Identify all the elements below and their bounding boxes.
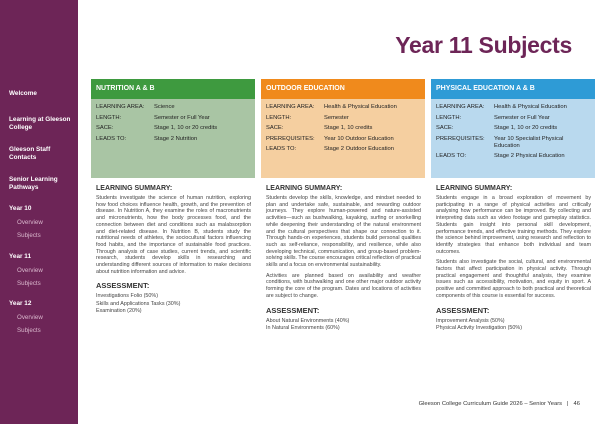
sidebar-item-overview[interactable]: Overview — [17, 314, 43, 321]
learning-summary-heading: LEARNING SUMMARY: — [266, 185, 343, 192]
meta-value: Stage 1, 10 credits — [324, 125, 373, 131]
meta-value: Science — [154, 104, 175, 110]
assessment-item: Skills and Applications Tasks (30%) — [96, 300, 181, 307]
page-number: 46 — [573, 401, 580, 407]
meta-row — [96, 125, 250, 132]
assessment-item: About Natural Environments (40%) — [266, 317, 350, 324]
sidebar-item-overview[interactable]: Overview — [17, 267, 43, 274]
meta-value: Stage 1, 10 or 20 credits — [154, 125, 218, 131]
meta-row — [266, 104, 420, 111]
sidebar-item-overview[interactable]: Overview — [17, 219, 43, 226]
summary-paragraph: Students also investigate the social, cultural, and environmental factors that affect participation in physical activity. Through practical engagement and thoughtful analysis, they examine issues such as accessibility, motivation, and equity in sport. A positive and committed approach to both practical and theoretical components of this course is essential for success. — [436, 259, 591, 299]
meta-row — [266, 115, 420, 122]
summary-paragraph: Students develop the skills, knowledge, and mindset needed to plan and undertake safe, sustainable, and rewarding outdoor journeys. They explore human-powered and nature-assisted activities—such as bushwalking, kayaking, surfing or snorkelling while deepening their understanding of the natural environment and the cultural perspectives that shape our connection to it. Through hands-on experiences, students build personal qualities such as self-reliance, responsibility, and resilience, while also developing technical, communication, and group-based problem-solving skills. The course encourages critical reflection of practical skills and a focus on environmental sustainability. — [266, 195, 421, 269]
subject-header: PHYSICAL EDUCATION A & B — [431, 79, 595, 99]
meta-value: Semester — [324, 114, 349, 121]
assessment-item: Improvement Analysis (50%) — [436, 317, 505, 324]
sidebar-item-subjects[interactable]: Subjects — [17, 327, 41, 334]
assessment-heading: ASSESSMENT: — [266, 305, 320, 315]
meta-row — [96, 136, 250, 143]
subject-meta — [91, 99, 255, 178]
meta-row — [436, 153, 590, 160]
meta-row — [266, 136, 420, 143]
footer-separator: | — [567, 401, 569, 407]
meta-key: LEARNING AREA: — [436, 104, 485, 110]
footer-text: Gleeson College Curriculum Guide 2026 – Senior Years — [418, 401, 563, 407]
meta-key: LEARNING AREA: — [266, 104, 315, 110]
sidebar — [0, 0, 78, 424]
meta-key: SACE: — [96, 125, 114, 131]
subject-body — [431, 178, 595, 332]
assessment-item: In Natural Environments (60%) — [266, 324, 340, 331]
sidebar-item-year-10[interactable]: Year 10 — [9, 205, 32, 212]
meta-row — [436, 125, 590, 132]
subject-meta — [261, 99, 425, 178]
meta-key: LEARNING AREA: — [96, 104, 145, 110]
meta-value: Semester or Full Year — [154, 114, 210, 121]
sidebar-item-welcome[interactable]: Welcome — [9, 90, 37, 97]
meta-key: PREREQUISITES: — [436, 135, 485, 142]
meta-key: SACE: — [266, 125, 284, 131]
assessment-item: Examination (20%) — [96, 307, 142, 314]
sidebar-item-learning-at-gleeson-college[interactable]: Learning at Gleeson College — [9, 116, 71, 131]
subject-header: NUTRITION A & B — [91, 79, 255, 99]
assessment-heading: ASSESSMENT: — [96, 281, 150, 291]
summary-paragraph: Students engage in a broad exploration of movement by participating in a range of physical activities and critically analysing how performance can be improved. By collecting and interpreting data such as video footage and gameplay statistics. Students gain insight into personal skill development, performance trends, and effective training methods. They explore the science behind improvement, using research and reflection to identify strategies that enhance both individual and team outcomes. — [436, 195, 591, 255]
subject-body — [261, 178, 425, 332]
meta-key: LENGTH: — [266, 114, 292, 121]
meta-row — [436, 104, 590, 111]
meta-row — [436, 115, 590, 122]
footer — [419, 401, 580, 407]
meta-row — [96, 115, 250, 122]
subject-column — [431, 79, 595, 332]
meta-key: LEADS TO: — [96, 135, 127, 142]
subject-column — [91, 79, 255, 315]
sidebar-item-subjects[interactable]: Subjects — [17, 232, 41, 239]
summary-paragraph: Students investigate the science of human nutrition, exploring how food choices influence health, growth, and the prevention of disease. In Nutrition A, they examine the roles of macronutrients and micronutrients, how the body processes food, and the connection between diet and conditions such as malabsorption and diet-related disease. In Nutrition B, students study the nutritional needs of athletes, the sociocultural factors influencing food habits, and the importance of sustainable food practices. Through analysis of case studies, current trends, and scientific research, students develop skills in researching and understanding different sources of information to make decisions about nutrition information and advice. — [96, 195, 251, 275]
summary-paragraph: Activities are planned based on availability and weather conditions, with bushwalking and one other major outdoor activity forming the core of the program. Dates and locations of activities are subject to change. — [266, 272, 421, 299]
meta-value: Stage 2 Outdoor Education — [324, 146, 394, 152]
sidebar-item-subjects[interactable]: Subjects — [17, 280, 41, 287]
meta-value: Stage 1, 10 or 20 credits — [494, 125, 558, 131]
assessment-heading: ASSESSMENT: — [436, 305, 490, 315]
meta-key: LEADS TO: — [436, 153, 467, 159]
meta-key: LENGTH: — [436, 114, 462, 121]
meta-value: Health & Physical Education — [324, 104, 397, 110]
subject-header: OUTDOOR EDUCATION — [261, 79, 425, 99]
sidebar-item-year-11[interactable]: Year 11 — [9, 253, 32, 260]
assessment-item: Physical Activity Investigation (50%) — [436, 324, 522, 331]
subject-body — [91, 178, 255, 315]
meta-value: Stage 2 Physical Education — [494, 153, 565, 159]
meta-value: Year 10 Outdoor Education — [324, 135, 394, 142]
learning-summary-heading: LEARNING SUMMARY: — [96, 185, 173, 192]
meta-value: Semester or Full Year — [494, 114, 550, 121]
meta-key: LENGTH: — [96, 114, 122, 121]
meta-key: SACE: — [436, 125, 454, 131]
assessment-item: Investigations Folio (50%) — [96, 293, 159, 300]
meta-value: Year 10 Specialist Physical Education — [494, 135, 564, 149]
page-title: Year 11 Subjects — [395, 32, 572, 58]
meta-row — [436, 136, 590, 150]
learning-summary-heading: LEARNING SUMMARY: — [436, 185, 513, 192]
sidebar-item-senior-learning-pathways[interactable]: Senior Learning Pathways — [9, 176, 58, 191]
meta-value: Health & Physical Education — [494, 104, 567, 110]
meta-value: Stage 2 Nutrition — [154, 135, 198, 142]
meta-row — [96, 104, 250, 111]
sidebar-item-year-12[interactable]: Year 12 — [9, 300, 32, 307]
subject-column — [261, 79, 425, 332]
sidebar-item-gleeson-staff-contacts[interactable]: Gleeson Staff Contacts — [9, 146, 51, 161]
meta-row — [266, 125, 420, 132]
meta-row — [266, 146, 420, 153]
meta-key: PREREQUISITES: — [266, 135, 315, 142]
subject-meta — [431, 99, 595, 178]
meta-key: LEADS TO: — [266, 146, 297, 152]
